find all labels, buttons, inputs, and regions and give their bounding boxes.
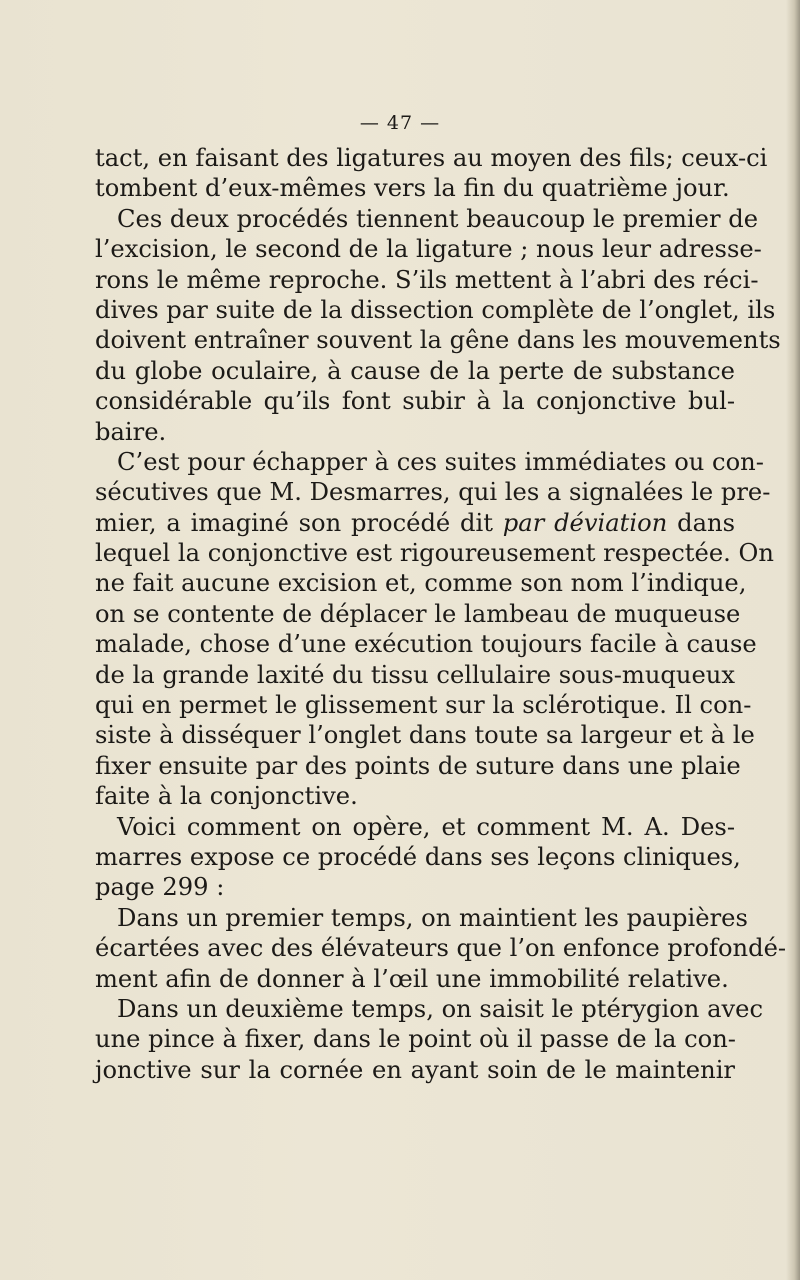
text-line: Dans un deuxième temps, on saisit le ptérygion avec (117, 994, 764, 1023)
text-segment: mier, a imaginé son procédé dit (95, 508, 503, 537)
text-segment: dans (667, 508, 735, 537)
text-line: une pince à fixer, dans le point où il passe de la con- (95, 1025, 736, 1054)
text-line: Dans un premier temps, on maintient les paupières (117, 903, 748, 932)
text-line: sécutives que M. Desmarres, qui les a signalées le pre- (95, 478, 771, 507)
text-line: marres expose ce procédé dans ses leçons cliniques, (95, 842, 741, 871)
text-line: siste à disséquer l’onglet dans toute sa largeur et à le (95, 721, 755, 750)
text-line: du globe oculaire, à cause de la perte de substance (95, 356, 735, 385)
text-line (95, 508, 735, 538)
text-line: page 299 : (95, 873, 225, 902)
text-line: qui en permet le glissement sur la sclérotique. Il con- (95, 691, 752, 720)
text-line: fixer ensuite par des points de suture dans une plaie (95, 751, 741, 780)
text-line: C’est pour échapper à ces suites immédiates ou con- (117, 447, 764, 476)
text-line: tombent d’eux-mêmes vers la fin du quatrième jour. (95, 174, 730, 203)
text-line: ment afin de donner à l’œil une immobilité relative. (95, 964, 729, 993)
text-line: ne fait aucune excision et, comme son nom l’indique, (95, 569, 747, 598)
body-text (95, 143, 787, 1085)
text-line: jonctive sur la cornée en ayant soin de le maintenir (95, 1055, 735, 1084)
text-line: l’excision, le second de la ligature ; nous leur adresse- (95, 235, 762, 264)
text-line: de la grande laxité du tissu cellulaire sous-muqueux (95, 660, 736, 689)
text-line: doivent entraîner souvent la gêne dans les mouvements (95, 326, 781, 355)
text-line: faite à la conjonctive. (95, 782, 358, 811)
text-line: baire. (95, 417, 167, 446)
text-line: considérable qu’ils font subir à la conjonctive bul- (95, 387, 735, 416)
text-line: tact, en faisant des ligatures au moyen des fils; ceux-ci (95, 144, 768, 172)
text-line: Voici comment on opère, et comment M. A. Des- (117, 812, 735, 841)
text-line: on se contente de déplacer le lambeau de muqueuse (95, 599, 741, 628)
italic-phrase: par déviation (502, 508, 668, 537)
page-number: — 47 — (359, 112, 441, 134)
text-line: dives par suite de la dissection complète de l’onglet, ils (95, 295, 776, 324)
text-line: malade, chose d’une exécution toujours facile à cause (95, 630, 757, 659)
text-line: lequel la conjonctive est rigoureusement respectée. On (95, 539, 774, 568)
page-edge-shadow (786, 0, 800, 1280)
text-line: rons le même reproche. S’ils mettent à l’abri des réci- (95, 265, 759, 294)
text-line: écartées avec des élévateurs que l’on enfonce profondé- (95, 934, 787, 963)
text-line: Ces deux procédés tiennent beaucoup le premier de (117, 204, 759, 233)
